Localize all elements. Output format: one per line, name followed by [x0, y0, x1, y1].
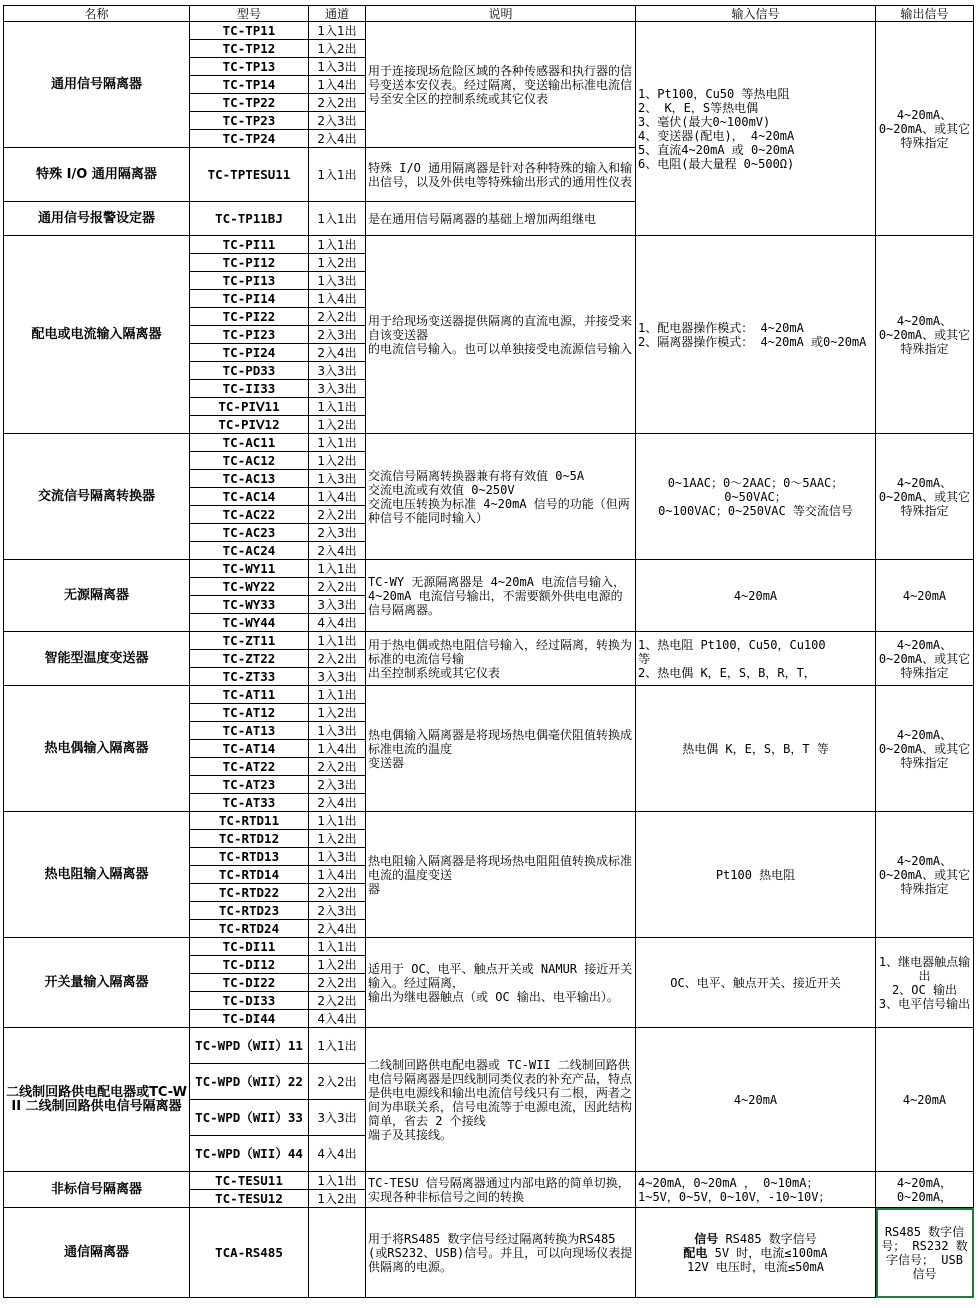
description: 交流信号隔离转换器兼有将有效值 0~5A 交流电流或有效值 0~250V 交流电压转换为标准 4~20mA 信号的功能（但两种信号不能同时输入） [366, 434, 636, 560]
channel-count: 4入4出 [309, 1010, 366, 1028]
channel-count: 2入2出 [309, 758, 366, 776]
model-number: TC-AC22 [190, 506, 309, 524]
channel-count: 2入4出 [309, 130, 366, 148]
header-row [4, 6, 974, 22]
model-number: TC-RTD23 [190, 902, 309, 920]
header-channel: 通道 [309, 6, 366, 22]
channel-count: 1入1出 [309, 22, 366, 40]
description: TC-WY 无源隔离器是 4~20mA 电流信号输入， 4~20mA 电流信号输出，不需要额外供电电源的信号隔离器。 [366, 560, 636, 632]
model-number: TC-ZT33 [190, 668, 309, 686]
channel-count: 2入3出 [309, 902, 366, 920]
channel-count: 1入4出 [309, 290, 366, 308]
channel-count: 1入3出 [309, 470, 366, 488]
table-row [4, 22, 974, 40]
product-name: 非标信号隔离器 [4, 1172, 190, 1208]
channel-count: 2入4出 [309, 542, 366, 560]
channel-count: 3入3出 [309, 380, 366, 398]
model-number: TC-WY11 [190, 560, 309, 578]
model-number: TC-PI24 [190, 344, 309, 362]
model-number: TC-AT23 [190, 776, 309, 794]
product-name: 热电偶输入隔离器 [4, 686, 190, 812]
model-number: TC-WPD（WII）44 [190, 1136, 309, 1172]
product-name: 二线制回路供电配电器或TC-WII 二线制回路供电信号隔离器 [4, 1028, 190, 1172]
description: 用于将RS485 数字信号经过隔离转换为RS485(或RS232、USB)信号。并且，可以向现场仪表提供隔离的电源。 [366, 1208, 636, 1298]
model-number: TC-AC11 [190, 434, 309, 452]
model-number: TC-TP23 [190, 112, 309, 130]
channel-count: 4入4出 [309, 1136, 366, 1172]
model-number: TC-AC23 [190, 524, 309, 542]
channel-count: 2入2出 [309, 506, 366, 524]
model-number: TC-TPTESU11 [190, 148, 309, 202]
channel-count: 4入4出 [309, 614, 366, 632]
product-name: 无源隔离器 [4, 560, 190, 632]
product-name: 配电或电流输入隔离器 [4, 236, 190, 434]
channel-count: 1入1出 [309, 812, 366, 830]
input-line-label: 信号 [694, 1231, 719, 1246]
model-number: TC-AT11 [190, 686, 309, 704]
channel-count: 1入1出 [309, 236, 366, 254]
channel-count: 1入1出 [309, 398, 366, 416]
channel-count: 3入3出 [309, 596, 366, 614]
model-number: TC-PI23 [190, 326, 309, 344]
channel-count: 3入3出 [309, 362, 366, 380]
output-signal: 4~20mA、 0~20mA、或其它特殊指定 [876, 236, 974, 434]
model-number: TC-RTD14 [190, 866, 309, 884]
model-number: TC-WY33 [190, 596, 309, 614]
model-number: TC-RTD22 [190, 884, 309, 902]
model-number: TC-II33 [190, 380, 309, 398]
model-number: TC-RTD24 [190, 920, 309, 938]
channel-count: 1入3出 [309, 272, 366, 290]
channel-count: 1入2出 [309, 830, 366, 848]
output-signal: 4~20mA [876, 560, 974, 632]
model-number: TC-RTD13 [190, 848, 309, 866]
input-line [638, 1246, 873, 1260]
input-line-label: 配电 [683, 1245, 708, 1260]
input-line [638, 1260, 873, 1274]
product-name: 交流信号隔离转换器 [4, 434, 190, 560]
table-row [4, 686, 974, 704]
description: 用于连接现场危险区域的各种传感器和执行器的信号变送本安仪表。经过隔离，变送输出标准电流信号至安全区的控制系统或其它仪表 [366, 22, 636, 148]
output-signal-shared: 4~20mA、 0~20mA、或其它特殊指定 [876, 22, 974, 236]
channel-count: 1入1出 [309, 686, 366, 704]
description: 二线制回路供电配电器或 TC-WII 二线制回路供电信号隔离器是四线制同类仪表的补充产品，特点是供电电源线和输出电流信号线只有二根，两者之间为串联关系，信号电流等于电源电流，因此结构简单，省去 2 个接线 端子及其接线。 [366, 1028, 636, 1172]
channel-count: 3入3出 [309, 668, 366, 686]
output-signal: 4~20mA [876, 1028, 974, 1172]
model-number: TC-AT13 [190, 722, 309, 740]
model-number: TC-TP14 [190, 76, 309, 94]
output-signal: 4~20mA， 0~20mA， [876, 1172, 974, 1208]
channel-count: 1入2出 [309, 1190, 366, 1208]
model-number: TC-AT14 [190, 740, 309, 758]
model-number: TC-DI44 [190, 1010, 309, 1028]
description: 用于热电偶或热电阻信号输入，经过隔离，转换为标准的电流信号输 出至控制系统或其它仪表 [366, 632, 636, 686]
input-signal: 1、热电阻 Pt100，Cu50，Cu100 等 2、热电偶 K，E，S，B，R，T， [636, 632, 876, 686]
channel-count: 1入2出 [309, 416, 366, 434]
input-signal: 4~20mA [636, 1028, 876, 1172]
channel-count: 1入3出 [309, 848, 366, 866]
channel-count: 1入2出 [309, 254, 366, 272]
model-number: TC-PI14 [190, 290, 309, 308]
channel-count: 2入2出 [309, 308, 366, 326]
model-number: TC-TP13 [190, 58, 309, 76]
model-number: TC-WPD（WII）33 [190, 1100, 309, 1136]
input-signal: OC、电平、触点开关、接近开关 [636, 938, 876, 1028]
channel-count: 2入2出 [309, 578, 366, 596]
output-signal: 4~20mA、 0~20mA、或其它特殊指定 [876, 632, 974, 686]
description: 用于给现场变送器提供隔离的直流电源，并接受来自该变送器 的电流信号输入。也可以单独接受电流源信号输入 [366, 236, 636, 434]
model-number: TC-RTD12 [190, 830, 309, 848]
channel-count: 1入3出 [309, 722, 366, 740]
table-row [4, 434, 974, 452]
channel-count: 2入2出 [309, 650, 366, 668]
header-model: 型号 [190, 6, 309, 22]
description: 热电阻输入隔离器是将现场热电阻阻值转换成标准电流的温度变送 器 [366, 812, 636, 938]
table-row [4, 938, 974, 956]
input-signal: Pt100 热电阻 [636, 812, 876, 938]
model-number: TC-WPD（WII）11 [190, 1028, 309, 1064]
model-number: TC-PI13 [190, 272, 309, 290]
table-row [4, 1208, 974, 1298]
table-row [4, 1172, 974, 1190]
model-number: TC-DI33 [190, 992, 309, 1010]
input-signal-shared: 1、Pt100，Cu50 等热电阻 2、 K，E，S等热电偶 3、毫伏(最大0~100mV) 4、变送器(配电)， 4~20mA 5、直流4~20mA 或 0~20mA 6、电阻(最大量程 0~500Ω) [636, 22, 876, 236]
product-name: 热电阻输入隔离器 [4, 812, 190, 938]
model-number: TC-RTD11 [190, 812, 309, 830]
output-signal: 4~20mA、 0~20mA、或其它特殊指定 [876, 434, 974, 560]
model-number: TC-DI11 [190, 938, 309, 956]
table-row [4, 560, 974, 578]
model-number: TC-TP11 [190, 22, 309, 40]
channel-count: 2入3出 [309, 112, 366, 130]
model-number: TC-TP11BJ [190, 202, 309, 236]
model-number: TC-TP24 [190, 130, 309, 148]
input-line-text: 12V 电压时，电流≤50mA [686, 1259, 825, 1274]
output-signal: 4~20mA、 0~20mA、或其它特殊指定 [876, 686, 974, 812]
product-name: 通用信号报警设定器 [4, 202, 190, 236]
model-number: TC-PI11 [190, 236, 309, 254]
model-number: TC-PI22 [190, 308, 309, 326]
table-row [4, 632, 974, 650]
model-number: TC-TP22 [190, 94, 309, 112]
input-line-text: 5V 时，电流≤100mA [707, 1245, 828, 1260]
model-number: TC-AC13 [190, 470, 309, 488]
channel-count: 1入4出 [309, 488, 366, 506]
output-signal: 1、继电器触点输出 2、OC 输出 3、电平信号输出 [876, 938, 974, 1028]
channel-count: 1入1出 [309, 632, 366, 650]
channel-count: 1入2出 [309, 704, 366, 722]
model-number: TC-AT33 [190, 794, 309, 812]
input-signal: 热电偶 K，E，S，B，T 等 [636, 686, 876, 812]
model-number: TC-PD33 [190, 362, 309, 380]
model-number: TC-PIⅤ11 [190, 398, 309, 416]
input-line [638, 1232, 873, 1246]
channel-count: 1入2出 [309, 956, 366, 974]
product-name: 通信隔离器 [4, 1208, 190, 1298]
channel-count: 1入4出 [309, 76, 366, 94]
channel-count [309, 1208, 366, 1298]
output-signal: 4~20mA、 0~20mA、或其它特殊指定 [876, 812, 974, 938]
input-signal: 4~20mA，0~20mA ， 0~10mA； 1~5V，0~5V，0~10V，-10~10V； [636, 1172, 876, 1208]
channel-count: 1入2出 [309, 40, 366, 58]
table-row [4, 236, 974, 254]
table-row [4, 812, 974, 830]
product-name: 特殊 I/O 通用隔离器 [4, 148, 190, 202]
channel-count: 1入1出 [309, 148, 366, 202]
channel-count: 3入3出 [309, 1100, 366, 1136]
channel-count: 1入3出 [309, 58, 366, 76]
header-input-signal: 输入信号 [636, 6, 876, 22]
channel-count: 1入1出 [309, 202, 366, 236]
channel-count: 2入3出 [309, 326, 366, 344]
description: 特殊 I/O 通用隔离器是针对各种特殊的输入和输出信号，以及外供电等特殊输出形式的通用性仪表 [366, 148, 636, 202]
channel-count: 2入2出 [309, 94, 366, 112]
channel-count: 1入1出 [309, 1028, 366, 1064]
channel-count: 1入1出 [309, 434, 366, 452]
model-number: TC-PI12 [190, 254, 309, 272]
header-name: 名称 [4, 6, 190, 22]
model-number: TC-TESU12 [190, 1190, 309, 1208]
model-number: TC-TESU11 [190, 1172, 309, 1190]
table-row [4, 1028, 974, 1064]
product-name: 智能型温度变送器 [4, 632, 190, 686]
description: 适用于 OC、电平、触点开关或 NAMUR 接近开关输入。经过隔离， 输出为继电器触点（或 OC 输出、电平输出）。 [366, 938, 636, 1028]
channel-count: 1入1出 [309, 938, 366, 956]
product-name: 开关量输入隔离器 [4, 938, 190, 1028]
model-number: TC-PIⅤ12 [190, 416, 309, 434]
model-number: TC-AT22 [190, 758, 309, 776]
model-number: TC-AC12 [190, 452, 309, 470]
channel-count: 1入2出 [309, 452, 366, 470]
output-signal: RS485 数字信号； RS232 数字信号； USB 信号 [876, 1208, 974, 1298]
description: TC-TESU 信号隔离器通过内部电路的简单切换，实现各种非标信号之间的转换 [366, 1172, 636, 1208]
model-number: TCA-RS485 [190, 1208, 309, 1298]
input-line-text: RS485 数字信号 [718, 1231, 817, 1246]
model-number: TC-ZT11 [190, 632, 309, 650]
model-number: TC-WY22 [190, 578, 309, 596]
product-name: 通用信号隔离器 [4, 22, 190, 148]
model-number: TC-AC24 [190, 542, 309, 560]
input-signal: 4~20mA [636, 560, 876, 632]
model-number: TC-AT12 [190, 704, 309, 722]
model-number: TC-WY44 [190, 614, 309, 632]
channel-count: 2入4出 [309, 344, 366, 362]
model-number: TC-DI12 [190, 956, 309, 974]
table-body [4, 22, 974, 1298]
channel-count: 2入2出 [309, 1064, 366, 1100]
channel-count: 1入1出 [309, 1172, 366, 1190]
input-signal: 1、配电器操作模式： 4~20mA 2、隔离器操作模式： 4~20mA 或0~20mA [636, 236, 876, 434]
model-number: TC-TP12 [190, 40, 309, 58]
description: 是在通用信号隔离器的基础上增加两组继电 [366, 202, 636, 236]
model-number: TC-WPD（WII）22 [190, 1064, 309, 1100]
channel-count: 1入4出 [309, 740, 366, 758]
channel-count: 2入4出 [309, 920, 366, 938]
model-number: TC-DI22 [190, 974, 309, 992]
model-number: TC-AC14 [190, 488, 309, 506]
channel-count: 2入2出 [309, 884, 366, 902]
channel-count: 2入2出 [309, 974, 366, 992]
channel-count: 2入3出 [309, 776, 366, 794]
product-spec-table [3, 5, 974, 1298]
input-signal [636, 1208, 876, 1298]
header-output-signal: 输出信号 [876, 6, 974, 22]
channel-count: 2入2出 [309, 992, 366, 1010]
channel-count: 1入1出 [309, 560, 366, 578]
input-signal: 0~1AAC；0～2AAC；0～5AAC； 0~50VAC； 0~100VAC；0~250VAC 等交流信号 [636, 434, 876, 560]
model-number: TC-ZT22 [190, 650, 309, 668]
description: 热电偶输入隔离器是将现场热电偶毫伏阻值转换成标准电流的温度 变送器 [366, 686, 636, 812]
channel-count: 2入4出 [309, 794, 366, 812]
channel-count: 1入4出 [309, 866, 366, 884]
header-description: 说明 [366, 6, 636, 22]
channel-count: 2入3出 [309, 524, 366, 542]
